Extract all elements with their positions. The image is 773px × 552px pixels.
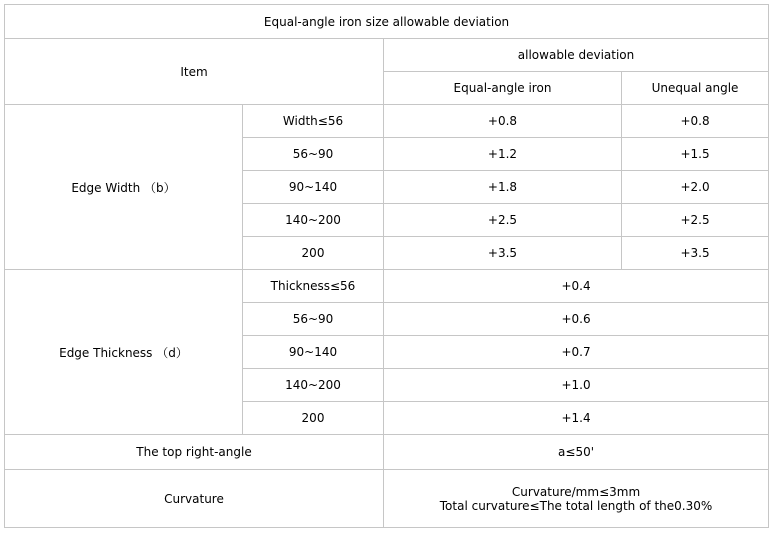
unequal-value-cell: +1.5 (622, 138, 769, 171)
width-range-cell: 140~200 (243, 204, 384, 237)
thickness-value-cell: +0.4 (384, 270, 769, 303)
thickness-value-cell: +1.0 (384, 369, 769, 402)
unequal-value-cell: +2.5 (622, 204, 769, 237)
curvature-value (384, 470, 769, 528)
edge-width-label: Edge Width （b） (5, 105, 243, 270)
equal-angle-header: Equal-angle iron (384, 72, 622, 105)
allowable-deviation-header: allowable deviation (384, 39, 769, 72)
width-range-cell: 90~140 (243, 171, 384, 204)
curvature-label: Curvature (5, 470, 384, 528)
thickness-value-cell: +1.4 (384, 402, 769, 435)
unequal-angle-header: Unequal angle (622, 72, 769, 105)
unequal-value-cell: +2.0 (622, 171, 769, 204)
item-header: Item (5, 39, 384, 105)
table-row (5, 270, 769, 303)
thickness-range-cell: Thickness≤56 (243, 270, 384, 303)
table-title-row (5, 5, 769, 39)
header-row (5, 39, 769, 72)
thickness-range-cell: 140~200 (243, 369, 384, 402)
top-right-angle-value: a≤50' (384, 435, 769, 470)
edge-thickness-label: Edge Thickness （d） (5, 270, 243, 435)
equal-value-cell: +0.8 (384, 105, 622, 138)
deviation-table (4, 4, 769, 528)
equal-value-cell: +1.2 (384, 138, 622, 171)
equal-value-cell: +1.8 (384, 171, 622, 204)
thickness-value-cell: +0.6 (384, 303, 769, 336)
curvature-line-1: Curvature/mm≤3mm (511, 484, 641, 499)
curvature-line-2: Total curvature≤The total length of the0.30% (439, 498, 713, 513)
table-row (5, 435, 769, 470)
thickness-range-cell: 200 (243, 402, 384, 435)
equal-value-cell: +3.5 (384, 237, 622, 270)
equal-value-cell: +2.5 (384, 204, 622, 237)
thickness-range-cell: 90~140 (243, 336, 384, 369)
table-title: Equal-angle iron size allowable deviation (5, 5, 769, 39)
thickness-range-cell: 56~90 (243, 303, 384, 336)
table-row (5, 470, 769, 528)
unequal-value-cell: +3.5 (622, 237, 769, 270)
width-range-cell: 56~90 (243, 138, 384, 171)
unequal-value-cell: +0.8 (622, 105, 769, 138)
table-row (5, 105, 769, 138)
top-right-angle-label: The top right-angle (5, 435, 384, 470)
width-range-cell: 200 (243, 237, 384, 270)
thickness-value-cell: +0.7 (384, 336, 769, 369)
width-range-cell: Width≤56 (243, 105, 384, 138)
